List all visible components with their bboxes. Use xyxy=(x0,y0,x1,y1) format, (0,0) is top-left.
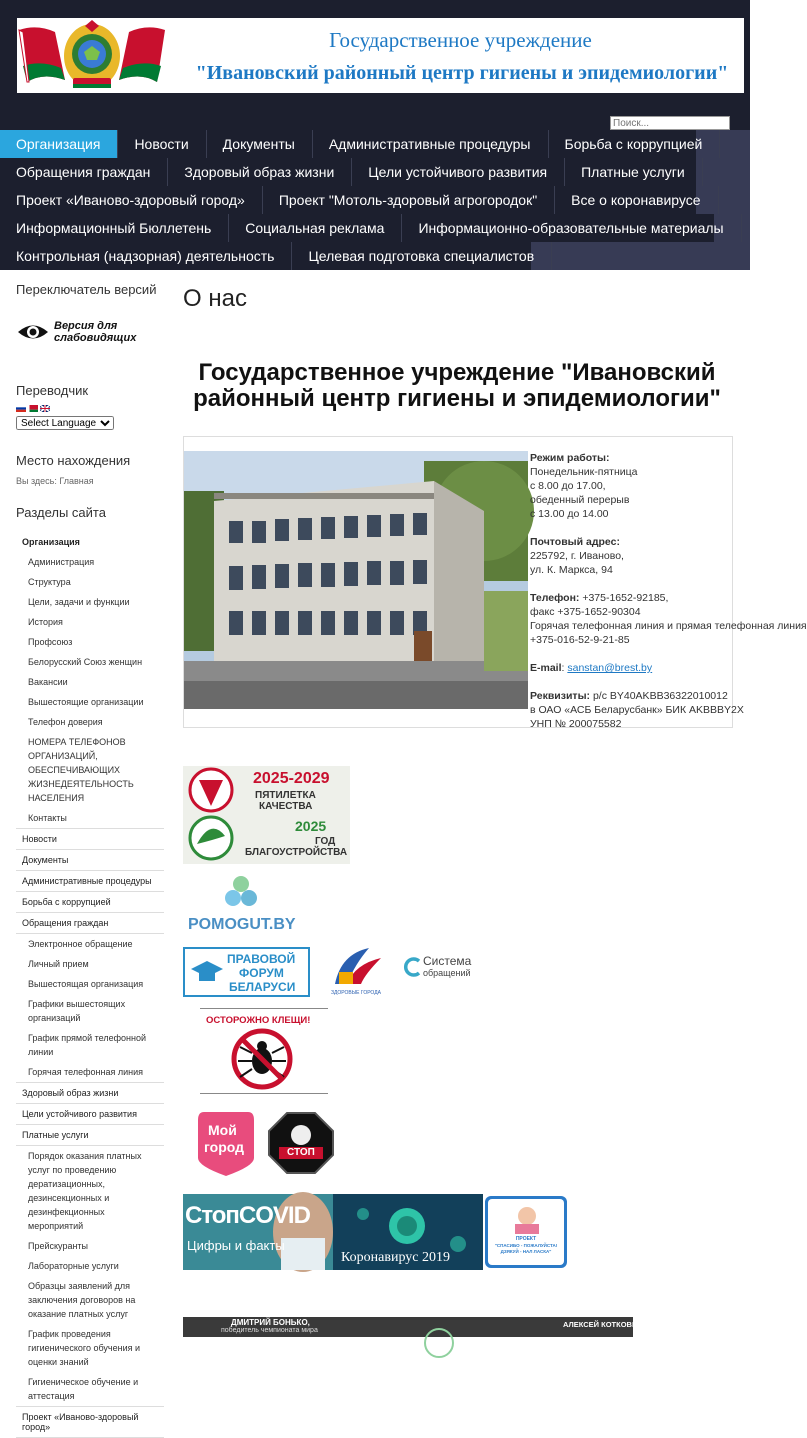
low-vision-version-link[interactable] xyxy=(16,319,164,345)
hours-line: обеденный перерыв xyxy=(530,494,630,506)
bank: в ОАО «АСБ Беларусбанк» БИК AKBBBY2X xyxy=(530,704,744,716)
sidebar-submenu-item[interactable]: Контакты xyxy=(16,808,164,829)
my-city-line2: город xyxy=(204,1139,245,1155)
sidebar xyxy=(16,282,164,1438)
nav-item-documents[interactable]: Документы xyxy=(207,130,313,158)
sidebar-menu-item[interactable]: Новости xyxy=(16,829,164,850)
athletes-center-emblem xyxy=(419,1323,459,1343)
legal-forum-line2: ФОРУМ xyxy=(239,966,284,980)
eye-icon xyxy=(16,321,50,343)
sidebar-submenu-item[interactable]: Прейскуранты xyxy=(28,1241,89,1251)
belarus-emblem-flags-logo xyxy=(17,18,167,93)
sidebar-submenu-item[interactable]: Вакансии xyxy=(28,677,68,687)
address-line: 225792, г. Иваново, xyxy=(530,550,624,562)
pyatiletka-years: 2025-2029 xyxy=(253,770,330,787)
sidebar-submenu-item[interactable]: График прямой телефонной линии xyxy=(28,1033,146,1057)
address-line: ул. К. Маркса, 94 xyxy=(530,564,613,576)
sidebar-menu-item[interactable]: Здоровый образ жизни xyxy=(16,1083,164,1104)
sidebar-menu-item[interactable]: Цели устойчивого развития xyxy=(16,1104,164,1125)
header-banner[interactable] xyxy=(17,18,744,93)
page-title: О нас xyxy=(183,285,247,312)
sidebar-submenu-item[interactable]: Порядок оказания платных услуг по проведению дератизационных, дезинсекционных и дезинфекционных мероприятий xyxy=(28,1151,142,1231)
fax: факс +375-1652-90304 xyxy=(530,606,641,618)
coronavirus-label: Коронавирус 2019 xyxy=(341,1250,450,1265)
healthy-cities-banner[interactable] xyxy=(325,944,389,999)
appeals-system-icon xyxy=(405,957,421,977)
sidebar-submenu-item[interactable]: Образцы заявлений для заключения договоров на оказание платных услуг xyxy=(28,1281,136,1319)
sidebar-submenu-item[interactable]: НОМЕРА ТЕЛЕФОНОВ ОРГАНИЗАЦИЙ, ОБЕСПЕЧИВАЮЩИХ ЖИЗНЕДЕЯТЕЛЬНОСТЬ НАСЕЛЕНИЯ xyxy=(28,737,134,803)
nav-item-motol-project[interactable]: Проект "Мотоль-здоровый агрогородок" xyxy=(263,186,555,214)
ticks-warning-text: ОСТОРОЖНО КЛЕЩИ! xyxy=(206,1015,311,1026)
sidebar-submenu-item[interactable]: Электронное обращение xyxy=(28,939,133,949)
translator-heading: Переводчик xyxy=(16,383,89,398)
sidebar-menu-item[interactable]: Организация xyxy=(22,537,80,547)
sidebar-menu-item[interactable]: Обращения граждан xyxy=(16,913,164,934)
stopcovid-banner[interactable] xyxy=(183,1194,333,1270)
pyatiletka-label: ПЯТИЛЕТКА xyxy=(255,790,316,801)
building-photo xyxy=(184,451,528,709)
sidebar-menu-item[interactable]: Борьба с коррупцией xyxy=(16,892,164,913)
blag-year: 2025 xyxy=(295,818,327,834)
address-label: Почтовый адрес: xyxy=(530,536,620,548)
sidebar-submenu-item[interactable]: График проведения гигиенического обучения и оценки знаний xyxy=(28,1329,141,1367)
stop-octagon-logo xyxy=(267,1111,335,1175)
nav-row-5 xyxy=(0,242,535,270)
athletes-banner[interactable] xyxy=(183,1317,645,1337)
legal-forum-banner[interactable] xyxy=(183,947,310,997)
hours-line: Понедельник-пятница xyxy=(530,466,638,478)
hours-label: Режим работы: xyxy=(530,452,610,464)
thank-you-project-title: "СПАСИБО - ПОЖАЛУЙСТА! ДЗЯКУЙ - НАЛ ЛАСКА" xyxy=(494,1243,558,1254)
requisites-label: Реквизиты: xyxy=(530,690,591,702)
nav-item-anticorruption[interactable]: Борьба с коррупцией xyxy=(549,130,721,158)
header-title-line2: "Ивановский районный центр гигиены и эпидемиологии" xyxy=(195,62,729,84)
sidebar-submenu-item[interactable]: Белорусский Союз женщин xyxy=(28,657,143,667)
sidebar-submenu-item[interactable]: Лабораторные услуги xyxy=(28,1261,119,1271)
tick-prohibited-icon xyxy=(230,1027,294,1091)
site-header xyxy=(0,0,750,130)
nav-item-ivanovo-healthy-city[interactable]: Проект «Иваново-здоровый город» xyxy=(0,186,263,214)
nav-item-news[interactable]: Новости xyxy=(118,130,206,158)
phone-value: +375-1652-92185, xyxy=(579,592,669,604)
sidebar-submenu-item[interactable]: Горячая телефонная линия xyxy=(16,1062,164,1083)
athlete-left-caption: победитель чемпионата мира xyxy=(221,1327,318,1334)
requisites-value: р/с BY40AKBB36322010012 xyxy=(590,690,728,702)
stop-banner[interactable] xyxy=(267,1111,335,1175)
god-label: ГОД xyxy=(315,836,336,847)
appeals-system-line1: Система xyxy=(423,954,472,968)
sidebar-menu-item[interactable]: Административные процедуры xyxy=(16,871,164,892)
sidebar-submenu-item[interactable]: Профсоюз xyxy=(28,637,73,647)
nav-row-2 xyxy=(0,158,696,186)
healthy-cities-logo xyxy=(325,944,389,990)
hours-line: с 13.00 до 14.00 xyxy=(530,508,609,520)
english-flag-icon[interactable] xyxy=(40,405,50,412)
coronavirus-banner[interactable] xyxy=(333,1194,483,1270)
athlete-left-name: ДМИТРИЙ БОНЬКО, xyxy=(231,1318,310,1327)
pomogut-logo xyxy=(183,874,298,914)
nav-item-supervision[interactable]: Контрольная (надзорная) деятельность xyxy=(0,242,292,270)
stop-text: СТОП xyxy=(287,1147,315,1158)
nav-item-info-bulletin[interactable]: Информационный Бюллетень xyxy=(0,214,229,242)
organization-title: Государственное учреждение "Ивановский районный центр гигиены и эпидемиологии" xyxy=(193,359,721,412)
nav-item-healthy-lifestyle[interactable]: Здоровый образ жизни xyxy=(168,158,352,186)
nav-item-organization[interactable]: Организация xyxy=(0,130,118,158)
language-select[interactable] xyxy=(16,416,114,430)
sidebar-menu xyxy=(16,532,164,1438)
thank-you-project-label: ПРОЕКТ xyxy=(515,1236,537,1242)
hours-line: с 8.00 до 17.00, xyxy=(530,480,606,492)
appeals-system-banner[interactable] xyxy=(405,954,489,982)
sidebar-menu-item[interactable]: Проект «Иваново-здоровый город» xyxy=(16,1407,164,1438)
nav-row-1 xyxy=(0,130,703,158)
nav-item-citizen-appeals[interactable]: Обращения граждан xyxy=(0,158,168,186)
nav-item-targeted-training[interactable]: Целевая подготовка специалистов xyxy=(292,242,552,270)
nav-item-paid-services[interactable]: Платные услуги xyxy=(565,158,703,186)
sidebar-submenu-item[interactable]: Личный прием xyxy=(28,959,89,969)
healthy-cities-text: ЗДОРОВЫЕ ГОРОДА xyxy=(331,990,381,996)
sidebar-submenu-item[interactable]: Графики вышестоящих организаций xyxy=(28,999,126,1023)
location-heading: Место нахождения xyxy=(16,453,131,468)
appeals-system-line2: обращений xyxy=(423,968,471,978)
email-label: E-mail xyxy=(530,662,562,674)
sidebar-submenu-item[interactable]: Администрация xyxy=(28,557,95,567)
hotline: Горячая телефонная линия и прямая телефонная линия xyxy=(530,620,807,632)
pomogut-banner[interactable] xyxy=(183,874,298,934)
russian-flag-icon[interactable] xyxy=(16,405,26,412)
blag-label: БЛАГОУСТРОЙСТВА xyxy=(245,847,348,858)
quality-label: КАЧЕСТВА xyxy=(259,801,313,812)
athlete-right-name: АЛЕКСЕЙ КОТКОВЕЦ, xyxy=(563,1320,645,1329)
nav-item-info-materials[interactable]: Информационно-образовательные материалы xyxy=(402,214,741,242)
site-sections-heading: Разделы сайта xyxy=(16,505,106,520)
pomogut-text: POMOGUT.BY xyxy=(188,916,296,933)
nav-row-4 xyxy=(0,214,724,242)
sidebar-submenu-item[interactable]: Вышестоящая организация xyxy=(28,979,144,989)
graduation-cap-icon xyxy=(187,951,227,995)
nav-item-admin-procedures[interactable]: Административные процедуры xyxy=(313,130,549,158)
belarusian-flag-icon[interactable] xyxy=(28,405,38,412)
contact-info-table xyxy=(183,436,807,730)
legal-forum-line1: ПРАВОВОЙ xyxy=(227,952,296,966)
nav-row-3 xyxy=(0,186,701,214)
stopcovid-title: СтопCOVID xyxy=(185,1202,310,1229)
phone-label: Телефон: xyxy=(530,592,580,604)
nav-item-coronavirus[interactable]: Все о коронавирусе xyxy=(555,186,718,214)
my-city-line1: Мой xyxy=(208,1122,237,1138)
sidebar-submenu-item[interactable]: Телефон доверия xyxy=(28,717,103,727)
language-flags xyxy=(16,405,164,412)
email-link[interactable]: sanstan@brest.by xyxy=(567,662,653,674)
low-vision-version-label: Версия для слабовидящих xyxy=(54,320,137,344)
main-content xyxy=(183,282,807,1334)
nav-item-social-ads[interactable]: Социальная реклама xyxy=(229,214,402,242)
my-city-banner[interactable] xyxy=(196,1108,256,1178)
sidebar-submenu-item[interactable]: Цели, задачи и функции xyxy=(28,597,130,607)
pyatiletka-banner[interactable] xyxy=(183,766,350,864)
breadcrumb: Вы здесь: Главная xyxy=(16,476,94,486)
hotline-phone: +375-016-52-9-21-85 xyxy=(530,634,630,646)
version-switcher-heading: Переключатель версий xyxy=(16,282,157,297)
sidebar-submenu-item[interactable]: Гигиеническое обучение и аттестация xyxy=(16,1372,164,1407)
sidebar-submenu-item[interactable]: Структура xyxy=(28,577,71,587)
main-navigation xyxy=(0,130,750,270)
contact-details: Режим работы: Понедельник-пятница с 8.00 до 17.00, обеденный перерыв с 13.00 до 14.00 Почтовый адрес: 225792, г. Иваново, ул. К. Маркса, 94 Телефон: +375-1652-92185, факс +375-1652-90304 Горячая телефонная линия и прямая телефонная линия +375-016-52-9-21-85 E-mail: sanstan@brest.by Реквизиты: р/с BY40AKBB36322010012 в ОАО «АСБ Беларусбанк» БИК AKBBBY2X УНП № 200075582 xyxy=(530,452,807,730)
sidebar-submenu-item[interactable]: Вышестоящие организации xyxy=(28,697,144,707)
header-title-line1: Государственное учреждение xyxy=(329,28,592,52)
nurse-icon xyxy=(507,1204,547,1234)
ticks-warning-banner[interactable] xyxy=(200,1008,328,1094)
sidebar-submenu-item[interactable]: История xyxy=(28,617,63,627)
thank-you-project-banner[interactable] xyxy=(485,1196,567,1268)
sidebar-menu-item[interactable]: Платные услуги xyxy=(16,1125,164,1146)
sidebar-menu-item[interactable]: Документы xyxy=(16,850,164,871)
search-input[interactable] xyxy=(610,116,730,130)
legal-forum-line3: БЕЛАРУСИ xyxy=(229,980,296,994)
nav-item-sustainable-goals[interactable]: Цели устойчивого развития xyxy=(352,158,565,186)
unp: УНП № 200075582 xyxy=(530,718,622,730)
stopcovid-subtitle: Цифры и факты xyxy=(187,1238,285,1253)
